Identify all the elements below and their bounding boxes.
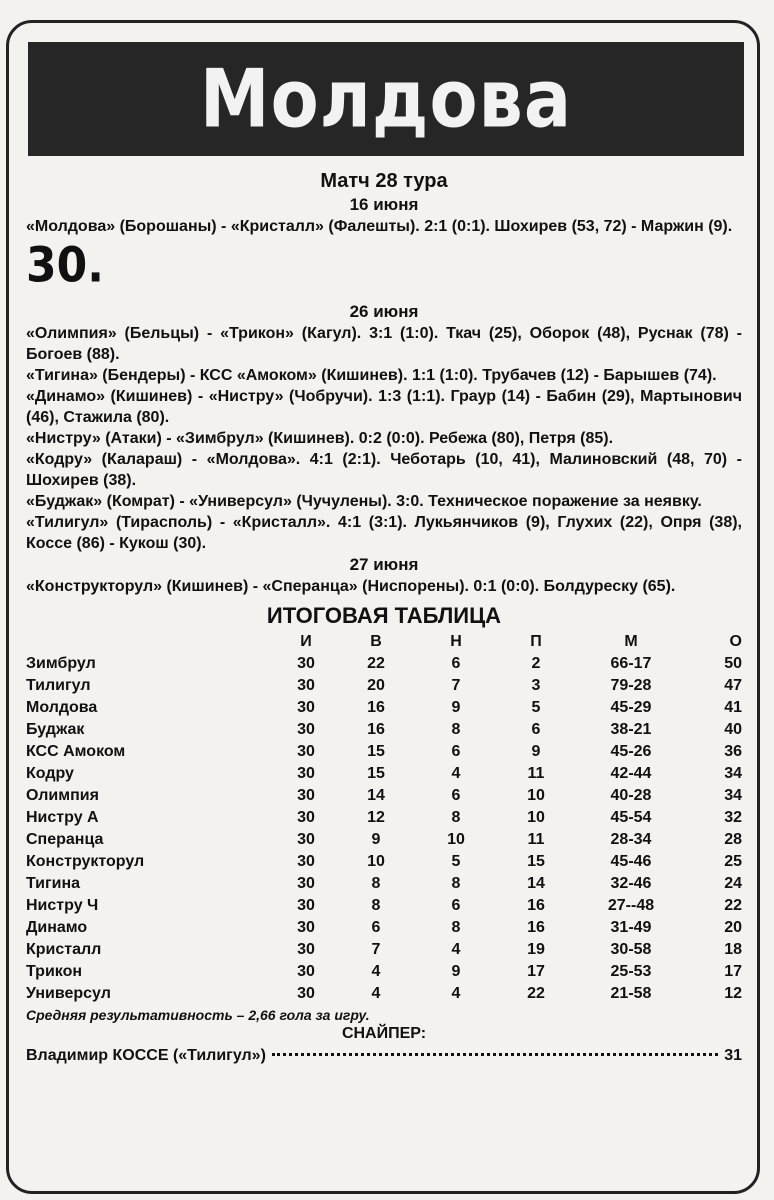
cell-goals: 79-28 — [610, 677, 652, 694]
bujak-forfeit-note: Техническое поражение за неявку. — [428, 493, 702, 510]
cell-points: 34 — [724, 787, 742, 804]
team-name: Зимбрул — [26, 655, 96, 672]
team-name: Универсул — [26, 985, 111, 1002]
cell-points: 25 — [724, 853, 742, 870]
cell-points: 22 — [724, 897, 742, 914]
cell-games: 30 — [297, 853, 315, 870]
cell-goals: 38-21 — [610, 721, 652, 738]
cell-points: 24 — [724, 875, 742, 892]
cell-goals: 42-44 — [610, 765, 652, 782]
cell-losses: 2 — [531, 655, 541, 672]
match28-result: «Молдова» (Борошаны) - «Кристалл» (Фалешты). 2:1 (0:1). Шохирев (53, 72) - Маржин (9). — [26, 218, 733, 235]
cell-games: 30 — [297, 875, 315, 892]
match-result-late: «Конструкторул» (Кишинев) - «Сперанца» (Ниспорены). 0:1 (0:0). Болдуреску (65). — [26, 578, 676, 595]
cell-goals: 28-34 — [610, 831, 652, 848]
cell-points: 20 — [724, 919, 742, 936]
round-matches — [26, 323, 742, 554]
column-header-goals: М — [624, 633, 638, 650]
match28-heading: Матч 28 тура — [320, 170, 448, 192]
column-header-draws: Н — [450, 633, 462, 650]
table-row — [26, 807, 742, 829]
match-result-bujak — [26, 491, 742, 512]
table-row — [26, 675, 742, 697]
cell-losses: 10 — [527, 787, 545, 804]
cell-losses: 3 — [531, 677, 541, 694]
cell-wins: 4 — [371, 985, 381, 1002]
table-row — [26, 697, 742, 719]
standings-body — [26, 653, 742, 1005]
team-name: Динамо — [26, 919, 88, 936]
cell-points: 34 — [724, 765, 742, 782]
table-row — [26, 961, 742, 983]
team-name: КСС Амоком — [26, 743, 126, 760]
cell-wins: 6 — [371, 919, 381, 936]
cell-draws: 6 — [451, 655, 461, 672]
cell-games: 30 — [297, 743, 315, 760]
cell-games: 30 — [297, 699, 315, 716]
table-row — [26, 851, 742, 873]
cell-draws: 8 — [451, 875, 461, 892]
table-row — [26, 895, 742, 917]
team-name: Конструкторул — [26, 853, 145, 870]
cell-goals: 40-28 — [610, 787, 652, 804]
cell-games: 30 — [297, 809, 315, 826]
cell-losses: 9 — [531, 743, 541, 760]
cell-goals: 25-53 — [610, 963, 652, 980]
team-name: Олимпия — [26, 787, 99, 804]
cell-games: 30 — [297, 765, 315, 782]
table-row — [26, 653, 742, 675]
cell-games: 30 — [297, 831, 315, 848]
table-row — [26, 829, 742, 851]
cell-losses: 5 — [531, 699, 541, 716]
cell-losses: 11 — [527, 831, 545, 848]
cell-goals: 27--48 — [607, 897, 655, 914]
cell-draws: 9 — [451, 963, 461, 980]
cell-wins: 4 — [371, 963, 381, 980]
cell-wins: 10 — [367, 853, 385, 870]
cell-draws: 5 — [451, 853, 461, 870]
cell-draws: 8 — [451, 721, 461, 738]
cell-wins: 22 — [367, 655, 385, 672]
cell-draws: 6 — [451, 743, 461, 760]
cell-draws: 7 — [451, 677, 461, 694]
cell-points: 50 — [724, 655, 742, 672]
cell-goals: 45-26 — [610, 743, 652, 760]
match-result: «Олимпия» (Бельцы) - «Трикон» (Кагул). 3:1 (1:0). Ткач (25), Оборок (48), Руснак (78) - Богоев (88). — [26, 325, 742, 363]
cell-goals: 45-54 — [610, 809, 652, 826]
cell-wins: 8 — [371, 897, 381, 914]
cell-goals: 66-17 — [610, 655, 652, 672]
cell-wins: 16 — [367, 721, 385, 738]
cell-losses: 17 — [527, 963, 545, 980]
team-name: Трикон — [26, 963, 83, 980]
cell-games: 30 — [297, 985, 315, 1002]
table-row — [26, 983, 742, 1005]
cell-draws: 9 — [451, 699, 461, 716]
cell-draws: 4 — [451, 765, 461, 782]
column-header-team — [26, 631, 276, 653]
cell-goals: 45-46 — [610, 853, 652, 870]
cell-games: 30 — [297, 963, 315, 980]
table-row — [26, 741, 742, 763]
cell-goals: 31-49 — [610, 919, 652, 936]
round-date-1: 26 июня — [349, 302, 419, 321]
team-name: Сперанца — [26, 831, 104, 848]
cell-wins: 20 — [367, 677, 385, 694]
cell-games: 30 — [297, 919, 315, 936]
cell-losses: 10 — [527, 809, 545, 826]
cell-draws: 4 — [451, 941, 461, 958]
cell-wins: 12 — [367, 809, 385, 826]
cell-points: 36 — [724, 743, 742, 760]
cell-games: 30 — [297, 787, 315, 804]
cell-wins: 7 — [371, 941, 381, 958]
table-row — [26, 763, 742, 785]
page-title: Молдова — [199, 51, 573, 147]
table-row — [26, 873, 742, 895]
header-banner — [28, 42, 744, 156]
cell-draws: 6 — [451, 897, 461, 914]
team-name: Нистру А — [26, 809, 99, 826]
column-header-points: О — [729, 633, 742, 650]
cell-draws: 8 — [451, 809, 461, 826]
team-name: Буджак — [26, 721, 85, 738]
top-scorer-name: Владимир КОССЕ («Тилигул») — [26, 1047, 266, 1064]
table-row — [26, 917, 742, 939]
cell-draws: 4 — [451, 985, 461, 1002]
standings-title: ИТОГОВАЯ ТАБЛИЦА — [266, 603, 502, 628]
cell-losses: 6 — [531, 721, 541, 738]
standings-header-row — [26, 631, 742, 653]
cell-losses: 16 — [527, 919, 545, 936]
team-name: Нистру Ч — [26, 897, 99, 914]
cell-points: 12 — [724, 985, 742, 1002]
match-result: «Кодру» (Калараш) - «Молдова». 4:1 (2:1). Чеботарь (10, 41), Малиновский (48, 70) - Шохирев (38). — [26, 451, 742, 489]
cell-points: 40 — [724, 721, 742, 738]
table-row — [26, 785, 742, 807]
team-name: Кристалл — [26, 941, 102, 958]
cell-points: 47 — [724, 677, 742, 694]
top-scorer-goals: 31 — [724, 1047, 742, 1064]
cell-losses: 16 — [527, 897, 545, 914]
cell-losses: 22 — [527, 985, 545, 1002]
standings-table — [26, 631, 742, 1005]
bujak-text: «Буджак» (Комрат) - «Универсул» (Чучулены). 3:0. — [26, 493, 429, 510]
cell-draws: 6 — [451, 787, 461, 804]
cell-goals: 30-58 — [610, 941, 652, 958]
match-result: «Нистру» (Атаки) - «Зимбрул» (Кишинев). 0:2 (0:0). Ребежа (80), Петря (85). — [26, 430, 614, 447]
cell-wins: 8 — [371, 875, 381, 892]
cell-goals: 32-46 — [610, 875, 652, 892]
cell-points: 17 — [724, 963, 742, 980]
cell-points: 32 — [724, 809, 742, 826]
table-row — [26, 719, 742, 741]
cell-goals: 45-29 — [610, 699, 652, 716]
top-scorer-label: СНАЙПЕР: — [341, 1025, 427, 1042]
cell-draws: 8 — [451, 919, 461, 936]
cell-points: 18 — [724, 941, 742, 958]
cell-losses: 11 — [527, 765, 545, 782]
match-result: «Тигина» (Бендеры) - КСС «Амоком» (Кишинев). 1:1 (1:0). Трубачев (12) - Барышев (74). — [26, 367, 717, 384]
cell-games: 30 — [297, 941, 315, 958]
team-name: Кодру — [26, 765, 74, 782]
cell-wins: 15 — [367, 743, 385, 760]
article-body — [26, 168, 742, 1065]
cell-wins: 15 — [367, 765, 385, 782]
cell-losses: 14 — [527, 875, 545, 892]
team-name: Тигина — [26, 875, 81, 892]
round-number: 30. — [26, 237, 104, 294]
cell-games: 30 — [297, 677, 315, 694]
cell-points: 41 — [724, 699, 742, 716]
leader-dots — [272, 1053, 718, 1056]
cell-games: 30 — [297, 655, 315, 672]
cell-wins: 16 — [367, 699, 385, 716]
top-scorer-row — [26, 1047, 742, 1065]
scoring-average-note: Средняя результативность – 2,66 гола за игру. — [26, 1007, 370, 1023]
table-row — [26, 939, 742, 961]
match-result: «Динамо» (Кишинев) - «Нистру» (Чобручи). 1:3 (1:1). Граур (14) - Бабин (29), Мартынович (46), Стажила (80). — [26, 388, 742, 426]
column-header-losses: П — [530, 633, 542, 650]
cell-games: 30 — [297, 721, 315, 738]
team-name: Тилигул — [26, 677, 91, 694]
cell-draws: 10 — [447, 831, 465, 848]
cell-losses: 19 — [527, 941, 545, 958]
cell-wins: 9 — [371, 831, 381, 848]
cell-games: 30 — [297, 897, 315, 914]
match-result: «Тилигул» (Тирасполь) - «Кристалл». 4:1 (3:1). Лукьянчиков (9), Глухих (22), Опря (38), Коссе (86) - Кукош (30). — [26, 514, 742, 552]
cell-goals: 21-58 — [610, 985, 652, 1002]
match28-date: 16 июня — [349, 195, 419, 214]
column-header-games: И — [300, 633, 312, 650]
team-name: Молдова — [26, 699, 98, 716]
column-header-wins: В — [370, 633, 382, 650]
cell-points: 28 — [724, 831, 742, 848]
round-date-2: 27 июня — [349, 555, 419, 574]
cell-wins: 14 — [367, 787, 385, 804]
cell-losses: 15 — [527, 853, 545, 870]
